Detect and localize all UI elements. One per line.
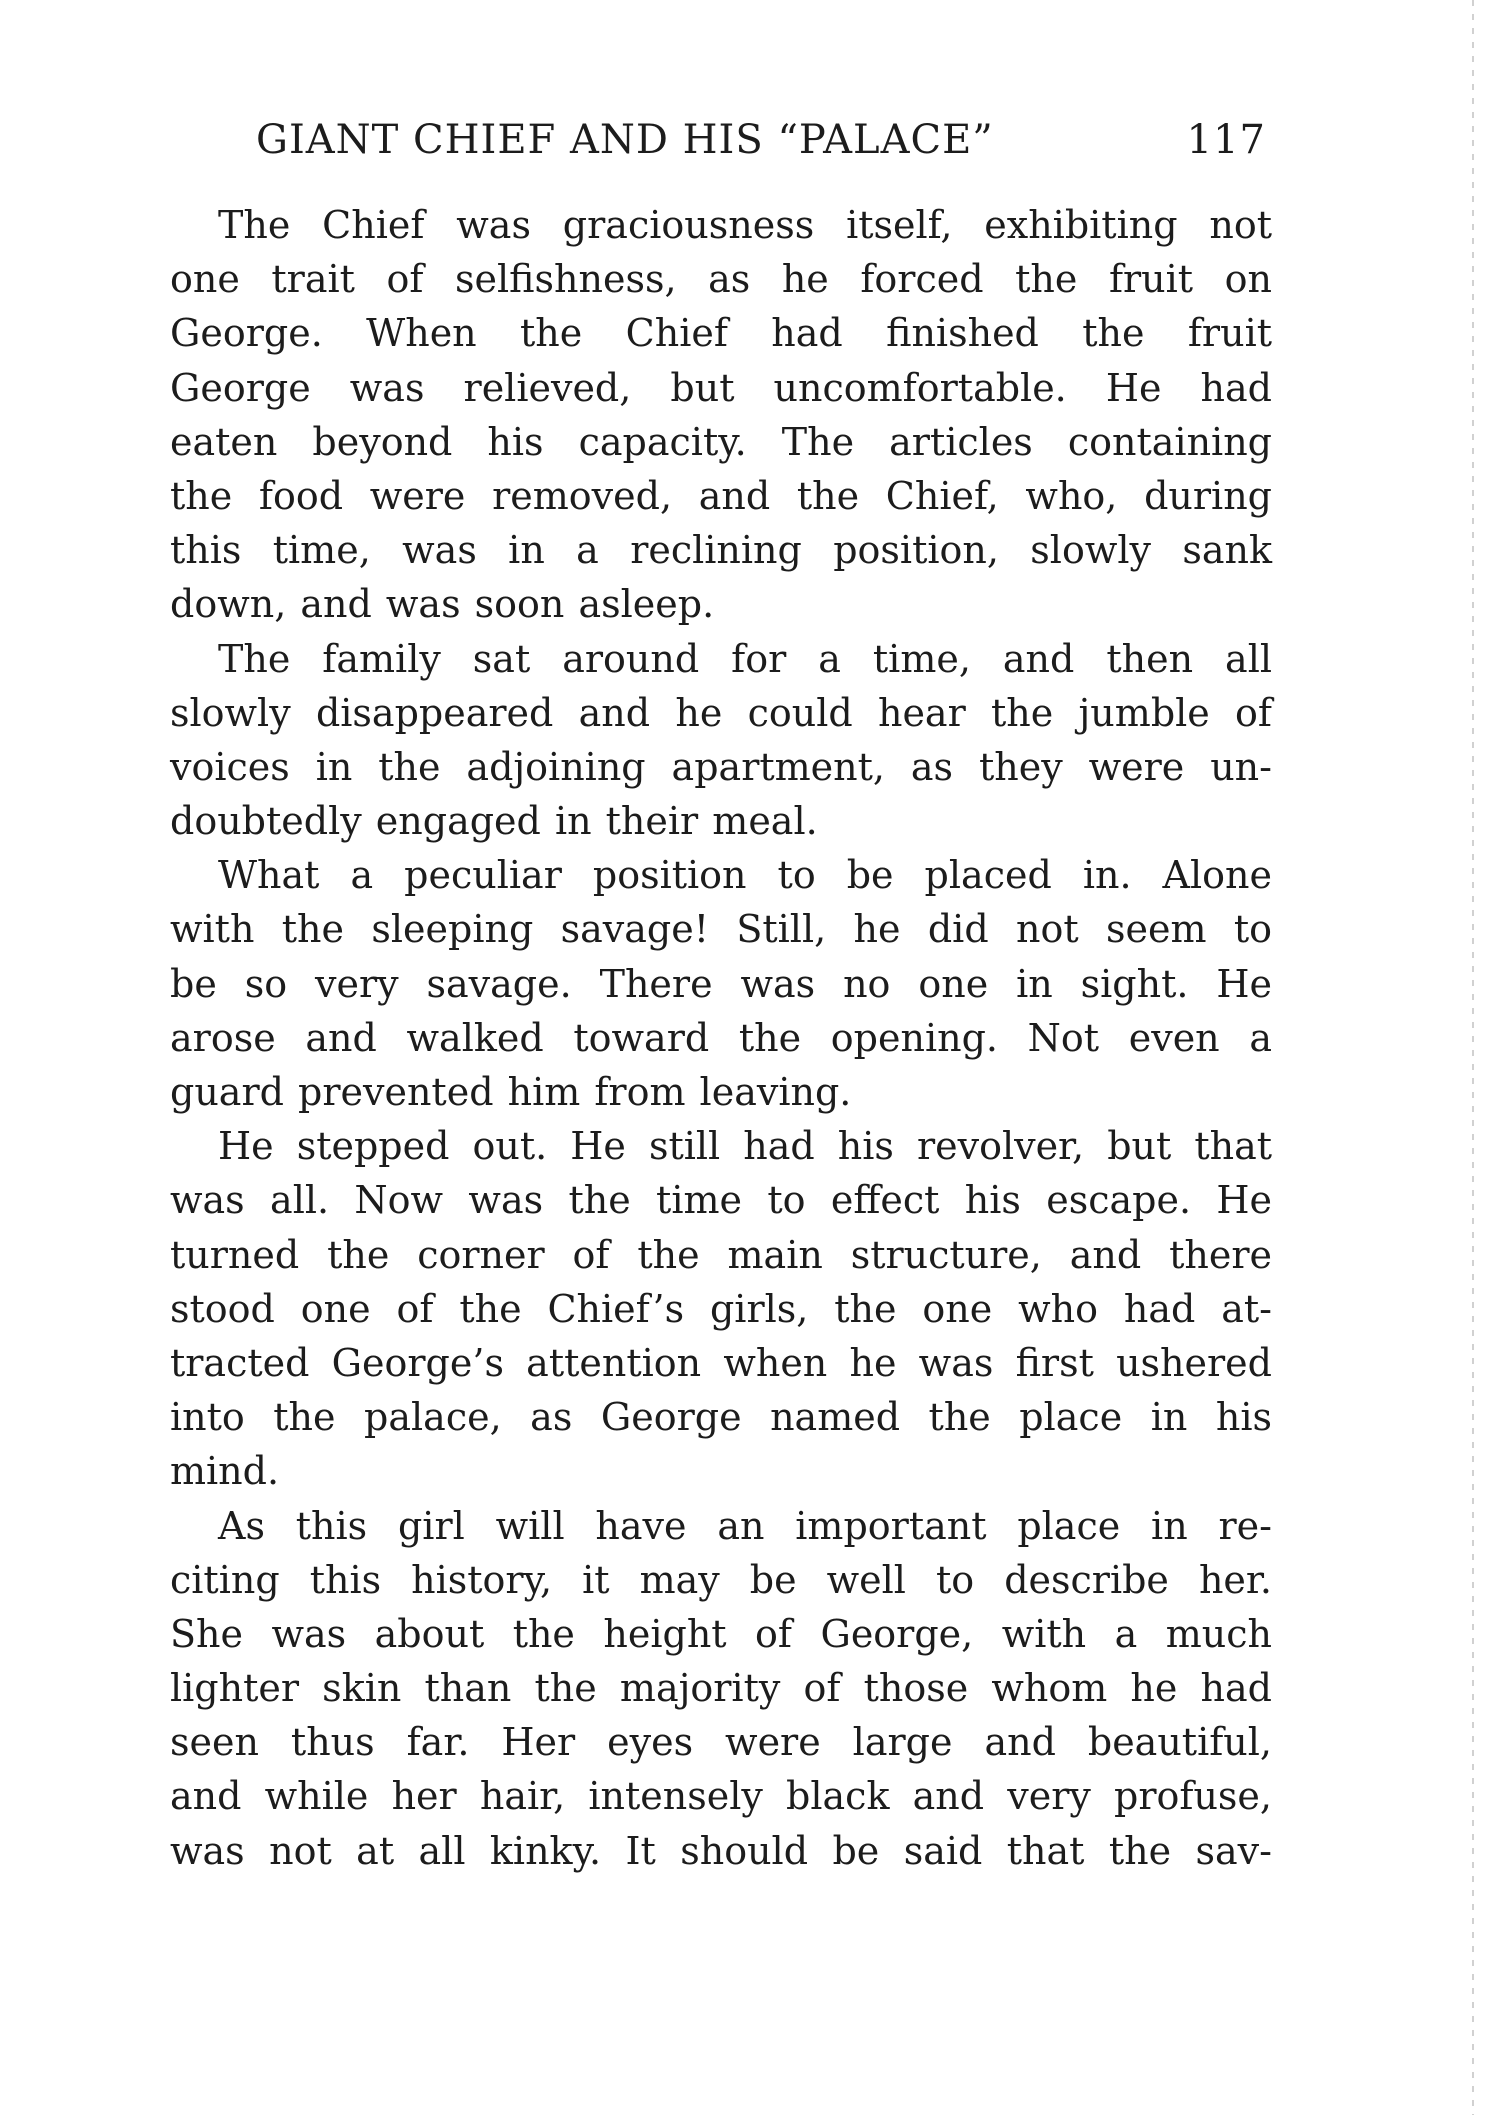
text-line: eaten beyond his capacity. The articles containing bbox=[170, 419, 1272, 464]
text-line: citing this history, it may be well to describe her. bbox=[170, 1557, 1272, 1602]
text-line: was all. Now was the time to effect his escape. He bbox=[170, 1178, 1272, 1223]
text-line: guard prevented him from leaving. bbox=[170, 1070, 852, 1114]
text-line: down, and was soon asleep. bbox=[170, 582, 715, 627]
text-line: turned the corner of the main structure, and there bbox=[170, 1232, 1272, 1277]
text-line: and while her hair, intensely black and very profuse, bbox=[170, 1774, 1272, 1819]
text-line: What a peculiar position to be placed in. Alone bbox=[218, 853, 1272, 898]
text-line: voices in the adjoining apartment, as they were un- bbox=[170, 744, 1272, 789]
running-title: GIANT CHIEF AND HIS “PALACE” bbox=[256, 117, 994, 163]
text-line: with the sleeping savage! Still, he did not seem to bbox=[170, 907, 1272, 952]
text-line: the food were removed, and the Chief, who, during bbox=[170, 473, 1272, 518]
text-line: He stepped out. He still had his revolver, but that bbox=[218, 1124, 1272, 1169]
text-line: be so very savage. There was no one in sight. He bbox=[170, 961, 1272, 1006]
text-line: this time, was in a reclining position, slowly sank bbox=[170, 528, 1272, 573]
text-line: doubtedly engaged in their meal. bbox=[170, 799, 818, 844]
text-line: She was about the height of George, with a much bbox=[170, 1611, 1272, 1656]
text-line: As this girl will have an important place in re- bbox=[218, 1503, 1272, 1548]
text-line: George. When the Chief had finished the fruit bbox=[170, 311, 1272, 356]
text-line: lighter skin than the majority of those whom he had bbox=[170, 1666, 1272, 1711]
text-line: stood one of the Chief’s girls, the one who had at- bbox=[170, 1286, 1272, 1331]
text-line: slowly disappeared and he could hear the jumble of bbox=[170, 690, 1272, 735]
text-line: into the palace, as George named the place in his bbox=[170, 1395, 1272, 1440]
page-number: 117 bbox=[1186, 117, 1266, 163]
text-line: mind. bbox=[170, 1449, 280, 1494]
text-line: The Chief was graciousness itself, exhibiting not bbox=[218, 203, 1272, 247]
body-text bbox=[170, 198, 1272, 1878]
page-edge-shadow bbox=[1472, 0, 1474, 2115]
text-line: one trait of selfishness, as he forced the fruit on bbox=[170, 257, 1272, 302]
text-line: The family sat around for a time, and then all bbox=[218, 636, 1272, 681]
text-line: was not at all kinky. It should be said that the sav- bbox=[170, 1828, 1272, 1873]
text-line: tracted George’s attention when he was first ushered bbox=[170, 1340, 1272, 1385]
text-line: seen thus far. Her eyes were large and beautiful, bbox=[170, 1720, 1272, 1765]
page-header bbox=[246, 110, 1278, 170]
text-line: arose and walked toward the opening. Not even a bbox=[170, 1015, 1272, 1060]
text-line: George was relieved, but uncomfortable. He had bbox=[170, 365, 1272, 410]
